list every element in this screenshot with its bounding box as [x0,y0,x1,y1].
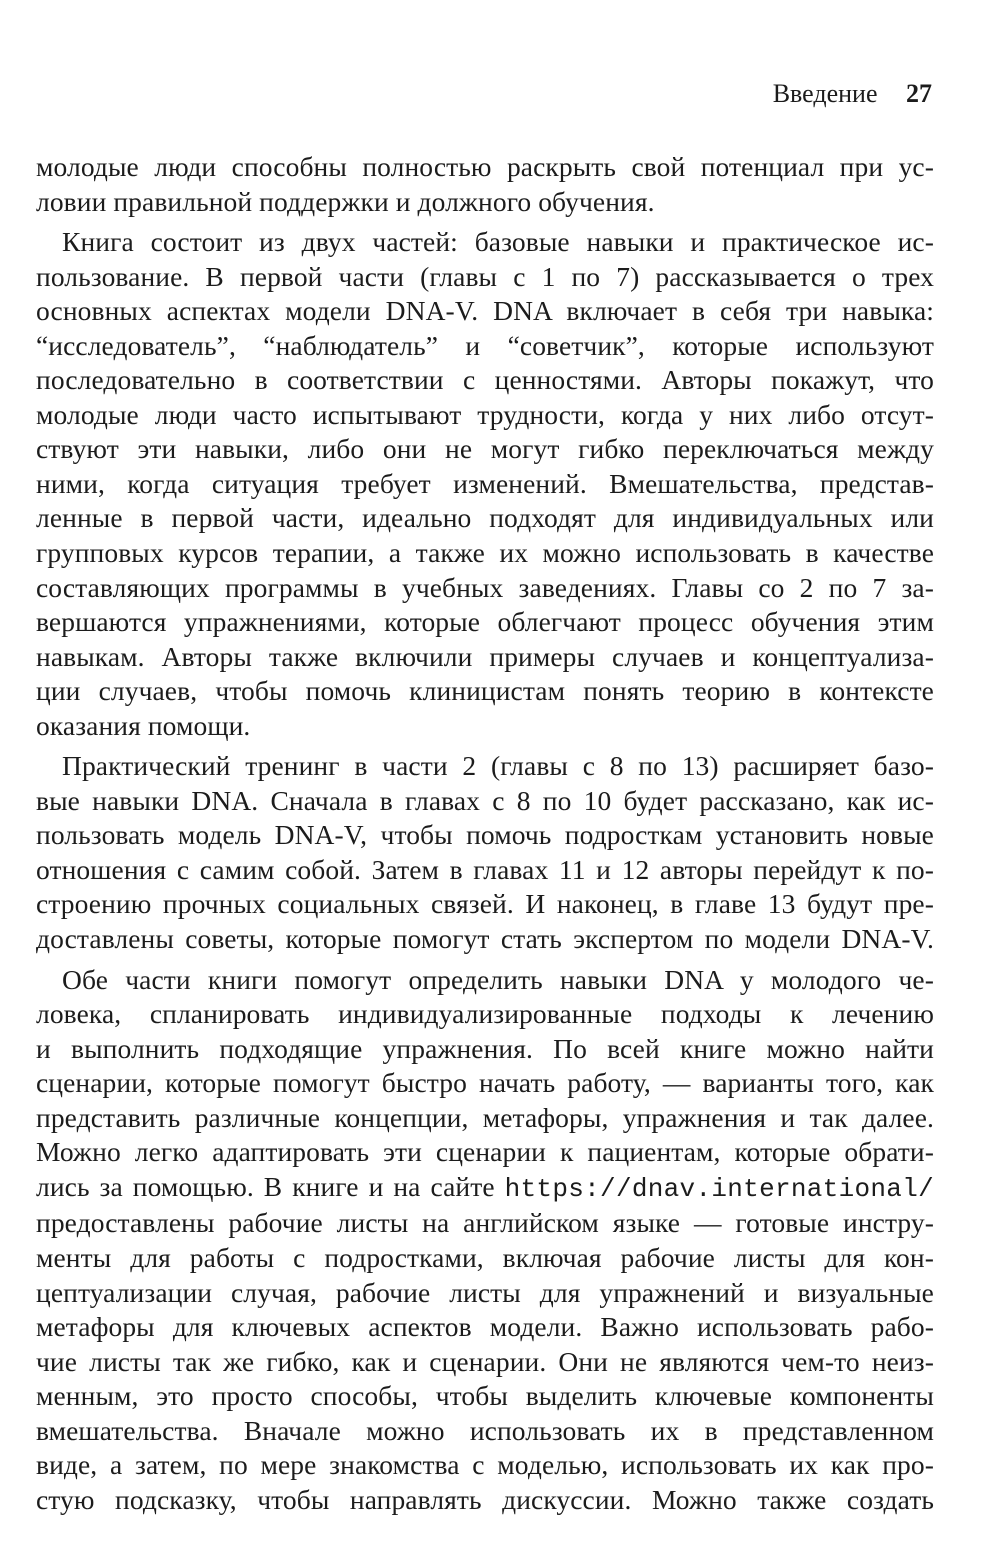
text-line: оказания помощи. [36,709,251,741]
text-line: вмешательства. Вначале можно использовать их в представленном [36,1414,934,1446]
text-line: Обе части книги помогут определить навыки DNA у молодого че- [62,963,934,995]
text-line: отношения с самим собой. Затем в главах 11 и 12 авторы перейдут к по- [36,853,934,885]
text-line: представить различные концепции, метафоры, упражнения и так далее. [36,1101,934,1133]
text-line: ловии правильной поддержки и должного обучения. [36,185,655,217]
text-line: ними, когда ситуация требует изменений. Вмешательства, представ- [36,467,934,499]
text-line: пользовать модель DNA-V, чтобы помочь подросткам установить новые [36,819,934,851]
section-title: Введение [772,79,878,108]
text-line: стую подсказку, чтобы направлять дискуссии. Можно также создать [36,1483,934,1515]
text-line: виде, а затем, по мере знакомства с моделью, использовать их как про- [36,1449,934,1481]
text-line: навыкам. Авторы также включили примеры случаев и концептуализа- [36,640,934,672]
text-line: ции случаев, чтобы помочь клиницистам понять теорию в контексте [36,675,934,707]
text-line: Практический тренинг в части 2 (главы с 8 по 13) расширяет базо- [62,750,934,782]
text-line: ленные в первой части, идеально подходят для индивидуальных или [36,502,934,534]
text-line-with-url [36,1170,934,1207]
body-text [36,150,934,1517]
text-line: последовательно в соответствии с ценностями. Авторы покажут, что [36,364,934,396]
text-line: метафоры для ключевых аспектов модели. Важно использовать рабо- [36,1311,934,1343]
running-header [773,76,932,112]
text-line: групповых курсов терапии, а также их можно использовать в качестве [36,537,934,569]
text-line: вые навыки DNA. Сначала в главах с 8 по 10 будет рассказано, как ис- [36,784,934,816]
text-line: предоставлены рабочие листы на английском языке — готовые инстру- [36,1207,934,1239]
text-line: менным, это просто способы, чтобы выделить ключевые компоненты [36,1380,934,1412]
text-line: и выполнить подходящие упражнения. По всей книге можно найти [36,1032,934,1064]
text-line: “исследователь”, “наблюдатель” и “советчик”, которые используют [36,329,934,361]
page-number: 27 [906,79,932,108]
text-line: молодые люди часто испытывают трудности, когда у них либо отсут- [36,398,934,430]
text-line: Книга состоит из двух частей: базовые навыки и практическое ис- [62,226,934,258]
text-line: доставлены советы, которые помогут стать экспертом по модели DNA-V. [36,923,934,955]
text-line: менты для работы с подростками, включая рабочие листы для кон- [36,1241,934,1273]
text-line: молодые люди способны полностью раскрыть свой потенциал при ус- [36,151,934,182]
text-line: цептуализации случая, рабочие листы для упражнений и визуальные [36,1276,934,1308]
text-line: основных аспектах модели DNA-V. DNA включает в себя три навыка: [36,295,934,327]
text-line: составляющих программы в учебных заведениях. Главы со 2 по 7 за- [36,571,934,603]
text-line: вершаются упражнениями, которые облегчают процесс обучения этим [36,606,934,638]
text-line: ствуют эти навыки, либо они не могут гибко переключаться между [36,433,934,465]
website-url: https://dnav.international/ [504,1173,934,1204]
text-line: пользование. В первой части (главы с 1 по 7) рассказывается о трех [36,260,934,292]
text-line: Можно легко адаптировать эти сценарии к пациентам, которые обрати- [36,1136,934,1168]
text-line: чие листы так же гибко, как и сценарии. Они не являются чем-то неиз- [36,1345,934,1377]
text-line: ловека, спланировать индивидуализированные подходы к лечению [36,998,934,1030]
text-line-prefix: лись за помощью. В книге и на сайте [36,1170,505,1202]
text-line: сценарии, которые помогут быстро начать работу, — варианты того, как [36,1067,934,1099]
text-line: строению прочных социальных связей. И наконец, в главе 13 будут пре- [36,888,934,920]
